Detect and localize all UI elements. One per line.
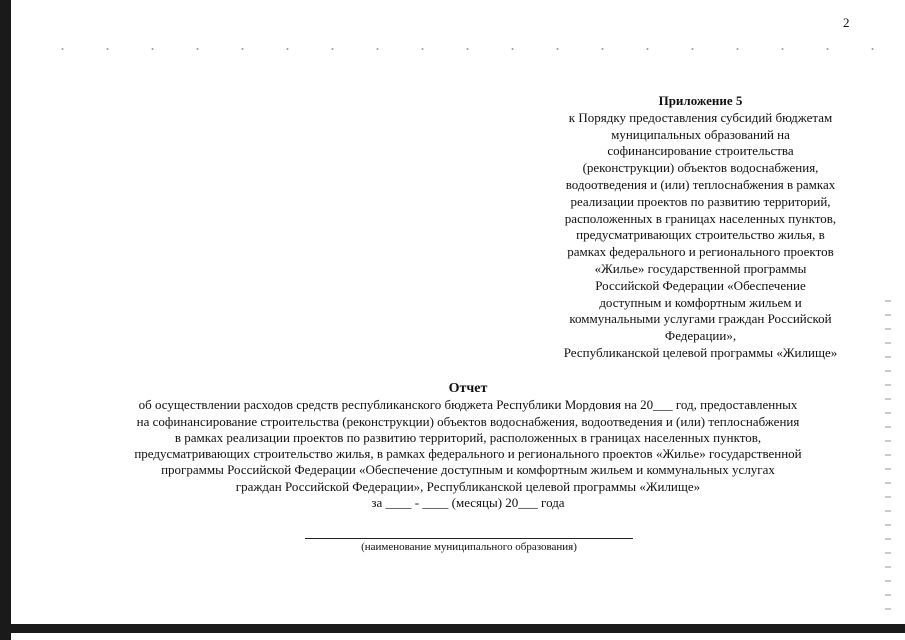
report-line: на софинансирование строительства (реконструкции) объектов водоснабжения, водоотведения и (или) теплоснабжения [136, 413, 800, 429]
appendix-line: к Порядку предоставления субсидий бюджетам [568, 109, 833, 125]
appendix-line: Федерации», [664, 328, 737, 344]
report-period-line: за ____ - ____ (месяцы) 20___ года [371, 495, 565, 511]
page-number: 2 [843, 15, 850, 30]
report-line: программы Российской Федерации «Обеспечение доступным и комфортным жильем и коммунальных услугах [161, 462, 775, 478]
report-heading [80, 381, 856, 511]
appendix-line: водоотведения и (или) теплоснабжения в рамках [565, 176, 836, 192]
appendix-line: предусматривающих строительство жилья, в [576, 227, 825, 243]
appendix-line: реализации проектов по развитию территорий, [570, 193, 831, 209]
scan-artifact-marks [885, 300, 891, 610]
appendix-line: Республиканской целевой программы «Жилище» [563, 344, 838, 360]
report-line: в рамках реализации проектов по развитию территорий, расположенных в границах населенных пунктов, [174, 429, 762, 445]
appendix-line: Российской Федерации «Обеспечение [595, 277, 806, 293]
appendix-line: «Жилье» государственной программы [594, 260, 807, 276]
report-line: граждан Российской Федерации», Республиканской целевой программы «Жилище» [235, 478, 701, 494]
municipality-name-caption: (наименование муниципального образования) [361, 541, 577, 553]
appendix-line: (реконструкции) объектов водоснабжения, [582, 160, 819, 176]
report-line: предусматривающих строительство жилья, в рамках федерального и регионального проектов «Жилье» государственной [134, 446, 802, 462]
appendix-header [533, 93, 868, 362]
appendix-line: софинансирование строительства [607, 143, 794, 159]
appendix-line: доступным и комфортным жильем и [599, 294, 802, 310]
appendix-title: Приложение 5 [658, 93, 743, 108]
report-line: об осуществлении расходов средств республиканского бюджета Республики Мордовия на 20___ год, предоставленных [138, 397, 798, 413]
report-title: Отчет [448, 381, 488, 396]
scan-artifact-dots [40, 47, 890, 51]
scan-border-bottom [0, 624, 905, 633]
appendix-line: рамках федерального и регионального проектов [567, 244, 834, 260]
appendix-line: коммунальными услугами граждан Российской [569, 311, 832, 327]
appendix-line: муниципальных образований на [611, 126, 790, 142]
scan-border-left [0, 0, 11, 640]
municipality-name-line [305, 538, 633, 539]
appendix-line: расположенных в границах населенных пунктов, [564, 210, 837, 226]
